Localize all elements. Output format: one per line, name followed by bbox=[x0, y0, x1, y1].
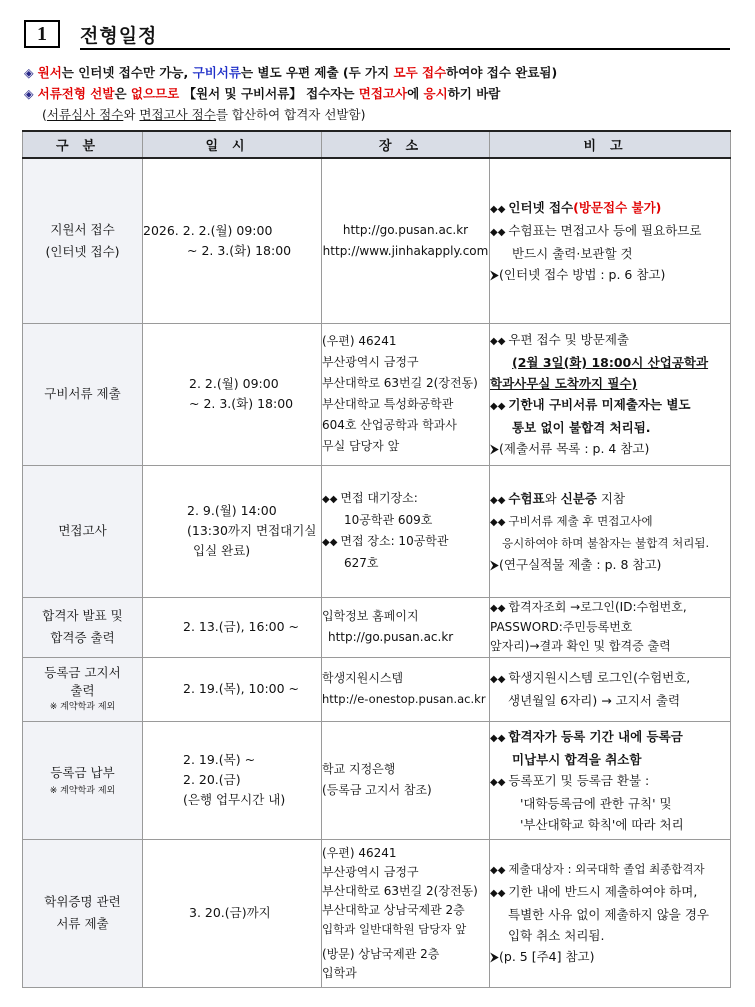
row-place: 입학정보 홈페이지 http://go.pusan.ac.kr bbox=[322, 597, 490, 657]
row-datetime: 2. 9.(월) 14:00 (13:30까지 면접대기실 입실 완료) bbox=[143, 465, 322, 597]
diamond-arrow-icon: ◆◆ bbox=[322, 494, 338, 505]
notice-block bbox=[24, 62, 744, 125]
table-row bbox=[23, 657, 731, 721]
row-remarks: ◆◆ 합격자가 등록 기간 내에 등록금 미납부시 합격을 취소함 ◆◆ 등록포기 및 등록금 환불 : '대학등록금에 관한 규칙' 및 '부산대학교 학칙'에 따라 처리 bbox=[490, 721, 731, 839]
notice-line-3: (서류심사 점수와 면접고사 점수를 합산하여 합격자 선발함) bbox=[42, 107, 366, 122]
row-category: 합격자 발표 및 합격증 출력 bbox=[23, 597, 143, 657]
notice-line-1: ◈ 원서는 인터넷 접수만 가능, 구비서류는 별도 우편 제출 (두 가지 모두 접수하여야 접수 완료됨) bbox=[24, 65, 558, 80]
schedule-table bbox=[22, 130, 731, 988]
link-e-onestop[interactable]: http://e-onestop.pusan.ac.kr bbox=[322, 692, 486, 706]
diamond-arrow-icon: ◆◆ bbox=[490, 888, 506, 899]
row-remarks: ◆◆ 인터넷 접수(방문접수 불가) ◆◆ 수험표는 면접고사 등에 필요하므로 반드시 출력·보관할 것 ⮞(인터넷 접수 방법 : p. 6 참고) bbox=[490, 158, 731, 323]
diamond-arrow-icon: ◆◆ bbox=[490, 336, 506, 347]
row-place: ◆◆ 면접 대기장소: 10공학관 609호 ◆◆ 면접 장소: 10공학관 627호 bbox=[322, 465, 490, 597]
diamond-arrow-icon: ◆◆ bbox=[490, 776, 506, 788]
table-row bbox=[23, 323, 731, 465]
diamond-arrow-icon: ◆◆ bbox=[490, 203, 506, 215]
header-remarks: 비고 bbox=[490, 131, 731, 158]
row-category: 지원서 접수 (인터넷 접수) bbox=[23, 158, 143, 323]
row-place: 학교 지정은행 (등록금 고지서 참조) bbox=[322, 721, 490, 839]
row-remarks: ◆◆ 수험표와 신분증 지참 ◆◆ 구비서류 제출 후 면접고사에 응시하여야 하며 불참자는 불합격 처리됨. ⮞(연구실적물 제출 : p. 8 참고) bbox=[490, 465, 731, 597]
diamond-arrow-icon: ◆◆ bbox=[490, 226, 506, 238]
title-underline bbox=[80, 48, 730, 50]
row-datetime: 2. 19.(목), 10:00 ~ bbox=[143, 657, 322, 721]
row-remarks: ◆◆ 학생지원시스템 로그인(수험번호, 생년월일 6자리) → 고지서 출력 bbox=[490, 657, 731, 721]
notice-line-2: ◈ 서류전형 선발은 없으므로 【원서 및 구비서류】 접수자는 면접고사에 응시하기 바람 bbox=[24, 86, 501, 101]
row-category: 구비서류 제출 bbox=[23, 323, 143, 465]
section-header bbox=[24, 20, 730, 50]
row-place: (우편) 46241 부산광역시 금정구 부산대학로 63번길 2(장전동) 부산대학교 특성화공학관 604호 산업공학과 학과사 무실 담당자 앞 bbox=[322, 323, 490, 465]
diamond-bullet-icon: ◈ bbox=[24, 86, 34, 101]
row-category: 학위증명 관련 서류 제출 bbox=[23, 839, 143, 987]
table-row bbox=[23, 597, 731, 657]
table-row bbox=[23, 465, 731, 597]
row-place bbox=[322, 158, 490, 323]
link-jinhakapply[interactable]: http://www.jinhakapply.com bbox=[322, 243, 489, 258]
row-datetime: 2. 13.(금), 16:00 ~ bbox=[143, 597, 322, 657]
section-number: 1 bbox=[24, 20, 60, 48]
chevron-pointer-icon: ⮞ bbox=[490, 441, 500, 456]
header-datetime: 일시 bbox=[143, 131, 322, 158]
header-category: 구분 bbox=[23, 131, 143, 158]
diamond-arrow-icon: ◆◆ bbox=[490, 494, 506, 506]
row-datetime: 2026. 2. 2.(월) 09:00 ~ 2. 3.(화) 18:00 bbox=[143, 158, 322, 323]
row-datetime: 3. 20.(금)까지 bbox=[143, 839, 322, 987]
table-row bbox=[23, 721, 731, 839]
link-go-pusan[interactable]: http://go.pusan.ac.kr bbox=[342, 222, 469, 237]
row-remarks: ◆◆ 제출대상자 : 외국대학 졸업 최종합격자 ◆◆ 기한 내에 반드시 제출하여야 하며, 특별한 사유 없이 제출하지 않을 경우 입학 취소 처리됨. ⮞(p. 5 [주4] 참고) bbox=[490, 839, 731, 987]
chevron-pointer-icon: ⮞ bbox=[490, 949, 500, 964]
header-place: 장소 bbox=[322, 131, 490, 158]
diamond-arrow-icon: ◆◆ bbox=[490, 516, 506, 528]
diamond-arrow-icon: ◆◆ bbox=[490, 674, 506, 685]
chevron-pointer-icon: ⮞ bbox=[490, 266, 500, 282]
diamond-arrow-icon: ◆◆ bbox=[322, 537, 338, 548]
diamond-arrow-icon: ◆◆ bbox=[490, 603, 506, 614]
row-category: 면접고사 bbox=[23, 465, 143, 597]
table-header-row bbox=[23, 131, 731, 158]
diamond-arrow-icon: ◆◆ bbox=[490, 865, 506, 876]
row-datetime: 2. 19.(목) ~ 2. 20.(금) (은행 업무시간 내) bbox=[143, 721, 322, 839]
row-category: 등록금 납부 ※ 계약학과 제외 bbox=[23, 721, 143, 839]
chevron-pointer-icon: ⮞ bbox=[490, 556, 500, 572]
link-go-pusan[interactable]: http://go.pusan.ac.kr bbox=[328, 630, 454, 644]
row-remarks: ◆◆ 우편 접수 및 방문제출 (2월 3일(화) 18:00시 산업공학과 학과사무실 도착까지 필수) ◆◆ 기한내 구비서류 미제출자는 별도 통보 없이 불합격 처리됨. ⮞(제출서류 목록 : p. 4 참고) bbox=[490, 323, 731, 465]
row-remarks: ◆◆ 합격자조회 →로그인(ID:수험번호, PASSWORD:주민등록번호 앞자리)→결과 확인 및 합격증 출력 bbox=[490, 597, 731, 657]
row-place: 학생지원시스템 http://e-onestop.pusan.ac.kr bbox=[322, 657, 490, 721]
diamond-arrow-icon: ◆◆ bbox=[490, 401, 506, 412]
table-row bbox=[23, 839, 731, 987]
section-title: 전형일정 bbox=[80, 25, 158, 47]
row-category: 등록금 고지서 출력 ※ 계약학과 제외 bbox=[23, 657, 143, 721]
diamond-arrow-icon: ◆◆ bbox=[490, 732, 506, 744]
table-row bbox=[23, 158, 731, 323]
row-place: (우편) 46241 부산광역시 금정구 부산대학로 63번길 2(장전동) 부산대학교 상남국제관 2층 입학과 일반대학원 담당자 앞 (방문) 상남국제관 2층 입학과 bbox=[322, 839, 490, 987]
diamond-bullet-icon: ◈ bbox=[24, 65, 34, 80]
row-datetime: 2. 2.(월) 09:00 ~ 2. 3.(화) 18:00 bbox=[143, 323, 322, 465]
